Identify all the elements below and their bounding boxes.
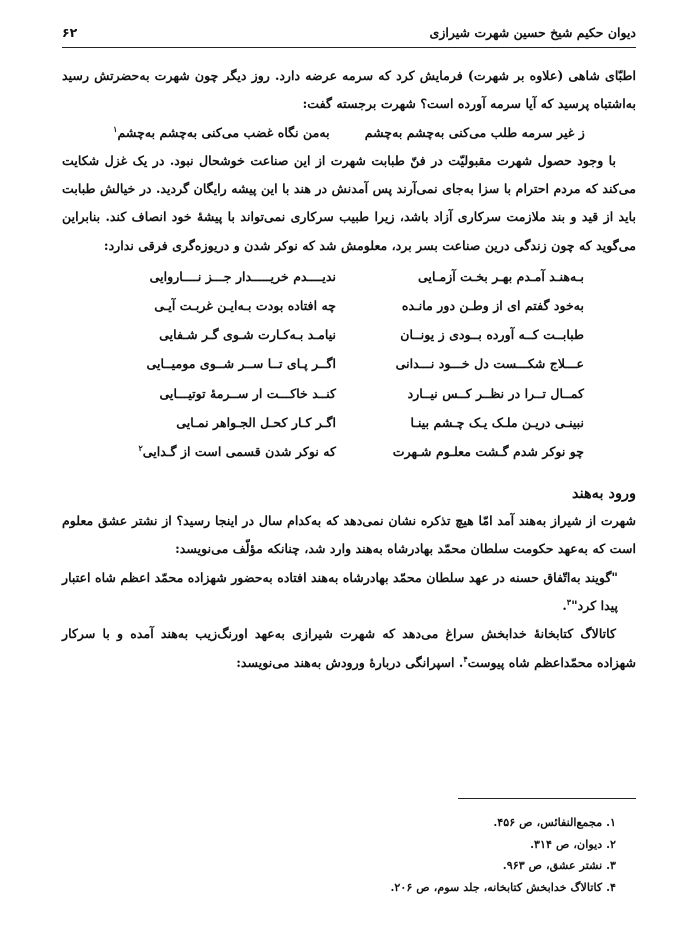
footnote-separator — [458, 798, 636, 799]
poem-hemistich-left: ندیــــدم خریـــــدار جـــز نــــاروایی — [149, 268, 336, 284]
footnote: ۱. مجمع‌النفائس، ص ۴۵۶. — [493, 815, 616, 829]
quotation: "گویند به‌اتّفاق حسنه در عهد سلطان محمّد بهادرشاه به‌هند افتاده به‌حضور شهزاده محمّد اعظم شاه اعتبار پیدا کرد"$^۳$. — [62, 569, 618, 614]
poem-hemistich-right: طبابــت کــه آورده بــودی ز یونــان — [400, 327, 584, 343]
footnote: ۴. کاتالاگ خدابخش کتابخانه، جلد سوم، ص ۲۰۶. — [390, 879, 616, 894]
poem-hemistich-right: کمــال تــرا در نظــر کــس نیــارد — [407, 385, 584, 401]
poem-verse — [62, 321, 636, 350]
poem-hemistich-right: به‌خود گفتم ای از وطـن دور مانـده — [401, 297, 584, 313]
paragraph-1: اطبّای شاهی (علاوه بر شهرت) فرمایش کرد که سرمه عرضه دارد. روز دیگر چون شهرت به‌حضرتش رسید به‌اشتباه پرسید که آیا سرمه آورده است؟ شهرت برجسته گفت: — [62, 68, 636, 112]
poem-verse — [62, 291, 636, 320]
footnote-ref-1: ۱ — [113, 123, 118, 134]
main-text — [62, 62, 636, 677]
footnote: ۲. دیوان، ص ۳۱۴. — [530, 836, 616, 851]
poem-hemistich-right: عـــلاج شکـــست دل خـــود نـــدانی — [395, 356, 584, 372]
paragraph-4-part-a: کاتالاگ کتابخانهٔ خدابخش سراغ می‌دهد که شهرت شیرازی به‌عهد اورنگ‌زیب به‌هند آمده و با سرکار شهزاده محمّداعظم شاه پیوست — [62, 626, 636, 670]
footnote: ۳. نشتر عشق، ص ۹۶۳. — [502, 858, 616, 872]
poem-verse — [62, 409, 636, 438]
poem-hemistich-left: کنــد خاکـــت ار ســرمهٔ توتیـــایی — [159, 385, 336, 401]
poem-verse — [62, 438, 636, 467]
couplet — [62, 119, 636, 147]
poem-hemistich-right: چو نوکر شدم گـشت معلـوم شـهرت — [392, 444, 584, 460]
couplet-hemistich-right: ز غیر سرمه طلب می‌کنی به‌چشم به‌چشم — [364, 124, 585, 140]
section-heading: ورود به‌هند — [572, 485, 636, 503]
poem-hemistich-left: چه افتاده بودت بـه‌ایـن غربـت آیـی — [154, 297, 336, 313]
poem-hemistich-left: نیامـد بـه‌کـارت شـوی گـر شـفایی — [159, 327, 336, 343]
poem-hemistich-left: اگــر پـای تــا ســر شــوی مومیــایی — [146, 356, 336, 372]
poem-hemistich-right: نبینـی دریـن ملـک یـک چـشم بینـا — [410, 415, 584, 431]
running-title: دیوان حکیم شیخ حسین شهرت شیرازی — [429, 24, 636, 40]
poem-last-hemistich-text: که نوکر شدن قسمی است از گـدایی — [142, 444, 336, 460]
footnotes — [62, 812, 636, 898]
paragraph-4-part-b: . اسپرانگی دربارهٔ ورودش به‌هند می‌نویسد: — [236, 654, 464, 670]
poem-verse — [62, 379, 636, 408]
poem-verse — [62, 350, 636, 379]
poem — [62, 262, 636, 467]
page-header — [62, 17, 636, 48]
poem-hemistich-left — [114, 438, 336, 466]
footnote-ref-3: ۳ — [566, 596, 572, 607]
footnote-ref-4: ۴ — [463, 653, 468, 664]
paragraph-3: شهرت از شیراز به‌هند آمد امّا هیچ تذکره نشان نمی‌دهد که به‌کدام سال در اینجا رسید؟ از نشتر عشق معلوم است که به‌عهد حکومت سلطان محمّد بهادرشاه به‌هند وارد شد، چنانکه مؤلّف می‌نویسد: — [62, 513, 636, 557]
poem-hemistich-right: بـه‌هنـد آمـدم بهـر بخـت آزمـایی — [417, 268, 584, 284]
footnote-ref-2: ۲ — [138, 443, 143, 454]
paragraph-4 — [62, 620, 636, 677]
page-number: ۶۲ — [62, 24, 78, 40]
paragraph-2: با وجود حصول شهرت مقبولیّت در فنّ طبابت شهرت از این صناعت خوشحال نبود. در یک غزل شکایت می‌کند که مردم احترام با سزا به‌جای نمی‌آرند پس آمدنش در هند با این پیشه رایگان گردید. در خیالش طبابت باید از قید و بند ملازمت سرکاری آزاد باشد، زیرا طبیب سرکاری نمی‌تواند با پیشهٔ خود انصاف کند. بنابراین می‌گوید که چون زندگی درین صناعت بسر برد، معلومش شد که نوکر شدن و دریوزه‌گری فرقی ندارد: — [62, 152, 636, 253]
poem-hemistich-left: اگـر کـار کحـل الجـواهر نمـایی — [176, 415, 336, 431]
couplet-hemistich-left: به‌من نگاه غضب می‌کنی به‌چشم به‌چشم — [117, 124, 330, 140]
quotation-text: "گویند به‌اتّفاق حسنه در عهد سلطان محمّد بهادرشاه به‌هند افتاده به‌حضور شهزاده محمّد اعظم شاه اعتبار پیدا کرد" — [62, 569, 618, 614]
poem-verse — [62, 262, 636, 291]
